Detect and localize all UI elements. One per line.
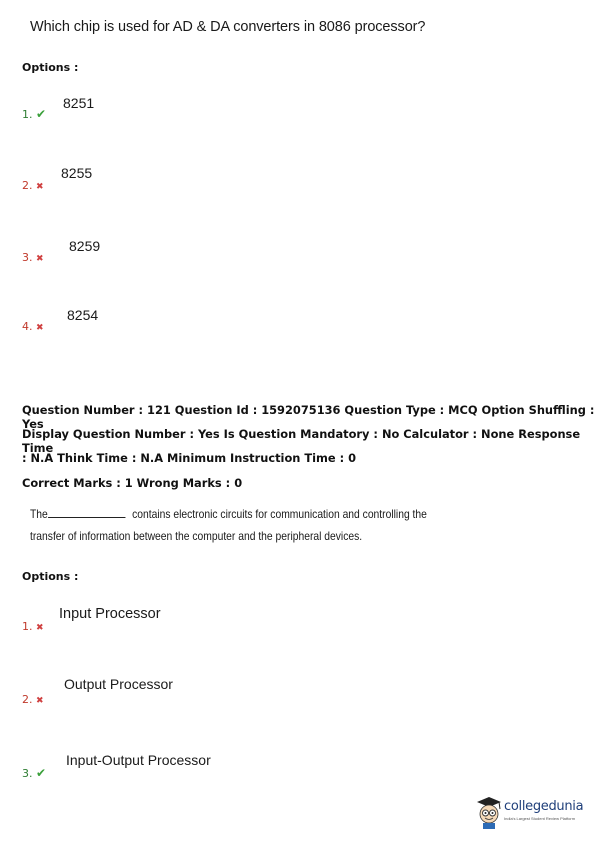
cross-icon: ✖	[36, 696, 44, 706]
option-text: 8251	[63, 95, 95, 111]
option-number: 1. ✖	[22, 620, 44, 633]
option-text: Input-Output Processor	[66, 752, 211, 768]
question-meta-line: Question Number : 121 Question Id : 1592075136 Question Type : MCQ Option Shuffling : Yes	[22, 403, 595, 431]
question-2-text-line-2: transfer of information between the computer and the peripheral devices.	[30, 529, 363, 543]
option-text: Output Processor	[64, 676, 173, 692]
cross-icon: ✖	[36, 254, 44, 264]
option-text: 8254	[67, 307, 99, 323]
question-meta-line: Display Question Number : Yes Is Question Mandatory : No Calculator : None Response Time	[22, 427, 581, 455]
mascot-icon	[474, 794, 504, 830]
option-text: Input Processor	[59, 606, 161, 622]
option-number: 3. ✖	[22, 251, 44, 264]
question-meta-line: : N.A Think Time : N.A Minimum Instruction Time : 0	[22, 451, 357, 465]
logo-name: collegedunia	[504, 799, 584, 814]
cross-icon: ✖	[36, 182, 44, 192]
option-text: 8255	[61, 165, 93, 181]
options-label: Options :	[22, 61, 79, 74]
option-number: 2. ✖	[22, 179, 44, 192]
cross-icon: ✖	[36, 623, 44, 633]
logo-tagline: India's Largest Student Review Platform	[504, 816, 576, 821]
marks-line: Correct Marks : 1 Wrong Marks : 0	[22, 476, 243, 490]
question-2-text: The contains electronic circuits for communication and controlling the	[30, 507, 427, 521]
question-1-text: Which chip is used for AD & DA converters in 8086 processor?	[30, 19, 426, 35]
option-number: 4. ✖	[22, 320, 44, 333]
cross-icon: ✖	[36, 323, 44, 333]
fill-in-blank	[48, 507, 125, 518]
collegedunia-logo	[474, 794, 589, 830]
option-text: 8259	[69, 238, 101, 254]
check-icon: ✔	[36, 766, 47, 780]
check-icon: ✔	[36, 107, 47, 121]
options-label: Options :	[22, 570, 79, 583]
option-number: 3. ✔	[22, 766, 47, 780]
option-number: 1. ✔	[22, 107, 47, 121]
option-number: 2. ✖	[22, 693, 44, 706]
